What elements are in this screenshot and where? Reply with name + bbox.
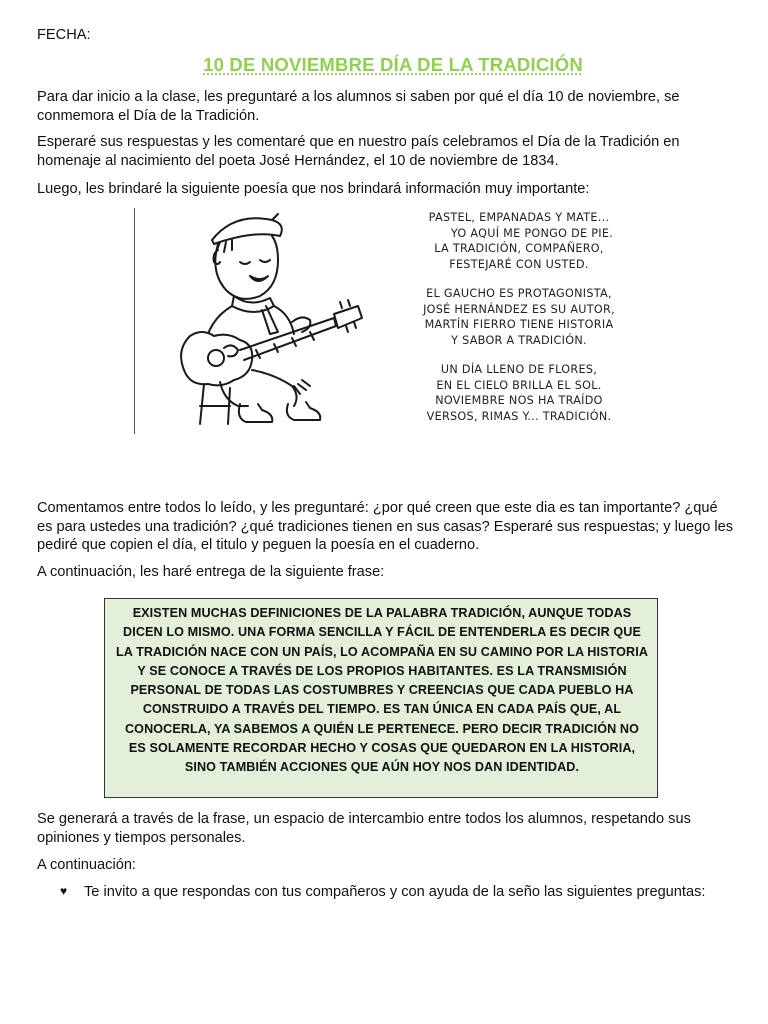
exchange-paragraph: Se generará a través de la frase, un espacio de intercambio entre todos los alumnos, respetando sus opiniones y tiempos personales. bbox=[37, 811, 691, 846]
phrase-intro-paragraph: A continuación, les haré entrega de la siguiente frase: bbox=[37, 564, 385, 580]
poem-line: Y SABOR A TRADICIÓN. bbox=[451, 333, 587, 347]
poem-stanza-3 bbox=[394, 362, 644, 424]
date-label: FECHA: bbox=[37, 27, 91, 43]
poem-intro-paragraph: Luego, les brindaré la siguiente poesía que nos brindará información muy importante: bbox=[37, 181, 590, 197]
figure-border bbox=[134, 208, 135, 434]
poem-line: EN EL CIELO BRILLA EL SOL. bbox=[436, 378, 602, 392]
poem-line: FESTEJARÉ CON USTED. bbox=[449, 257, 589, 271]
poem-line: PASTEL, EMPANADAS Y MATE... bbox=[428, 211, 610, 224]
poem-line: MARTÍN FIERRO TIENE HISTORIA bbox=[424, 318, 614, 331]
poem-line: YO AQUÍ ME PONGO DE PIE. bbox=[450, 226, 614, 240]
poem-line: NOVIEMBRE NOS HA TRAÍDO bbox=[435, 394, 603, 407]
tradition-definition-box bbox=[104, 598, 658, 798]
poem-text bbox=[394, 210, 644, 438]
continuation-label: A continuación: bbox=[37, 857, 136, 873]
poem-line: UN DÍA LLENO DE FLORES, bbox=[440, 363, 598, 376]
page-title: 10 DE NOVIEMBRE DÍA DE LA TRADICIÓN bbox=[203, 54, 583, 75]
poem-line: LA TRADICIÓN, COMPAÑERO, bbox=[434, 242, 604, 255]
poem-figure bbox=[134, 206, 650, 434]
tradition-definition-text: EXISTEN MUCHAS DEFINICIONES DE LA PALABRA TRADICIÓN, AUNQUE TODAS DICEN LO MISMO. UNA FORMA SENCILLA Y FÁCIL DE ENTENDERLA ES DECIR QUE LA TRADICIÓN NACE CON UN PAÍS, LO ACOMPAÑA EN SU CAMINO POR LA HISTORIA Y SE CONOCE A TRAVÉS DE LOS PROPIOS HABITANTES. ES LA TRANSMISIÓN PERSONAL DE TODAS LAS COSTUMBRES Y CREENCIAS QUE CADA PUEBLO HA CONSTRUIDO A TRAVÉS DEL TIEMPO. ES TAN ÚNICA EN CADA PAÍS QUE, AL CONOCERLA, YA SABEMOS A QUIÉN LE PERTENECE. PERO DECIR TRADICIÓN NO ES SOLAMENTE RECORDAR HECHO Y COSAS QUE QUEDARON EN LA HISTORIA, SINO TAMBIÉN ACCIONES QUE AÚN HOY NOS DAN IDENTIDAD. bbox=[115, 606, 649, 775]
gaucho-boy-guitar-illustration bbox=[174, 210, 384, 432]
heart-icon: ♥ bbox=[60, 884, 68, 898]
list-item: Te invito a que respondas con tus compañeros y con ayuda de la seño las siguientes preguntas: bbox=[84, 884, 706, 900]
poem-line: JOSÉ HERNÁNDEZ ES SU AUTOR, bbox=[423, 302, 615, 316]
poem-line: EL GAUCHO ES PROTAGONISTA, bbox=[426, 287, 612, 300]
poem-stanza-2 bbox=[394, 286, 644, 348]
poem-line: VERSOS, RIMAS Y... TRADICIÓN. bbox=[426, 409, 612, 423]
poem-stanza-1 bbox=[394, 210, 644, 272]
context-paragraph: Esperaré sus respuestas y les comentaré que en nuestro país celebramos el Día de la Tradición en homenaje al nacimiento del poeta José Hernández, el 10 de noviembre de 1834. bbox=[37, 134, 680, 169]
intro-paragraph: Para dar inicio a la clase, les preguntaré a los alumnos si saben por qué el día 10 de noviembre, se conmemora el Día de la Tradición. bbox=[37, 89, 680, 124]
discussion-paragraph: Comentamos entre todos lo leído, y les preguntaré: ¿por qué creen que este dia es tan importante? ¿qué es para ustedes una tradición? ¿qué tradiciones tienen en sus casas? Esperaré sus respuestas; y luego les pediré que copien el día, el titulo y peguen la poesía en el cuaderno. bbox=[37, 500, 734, 553]
